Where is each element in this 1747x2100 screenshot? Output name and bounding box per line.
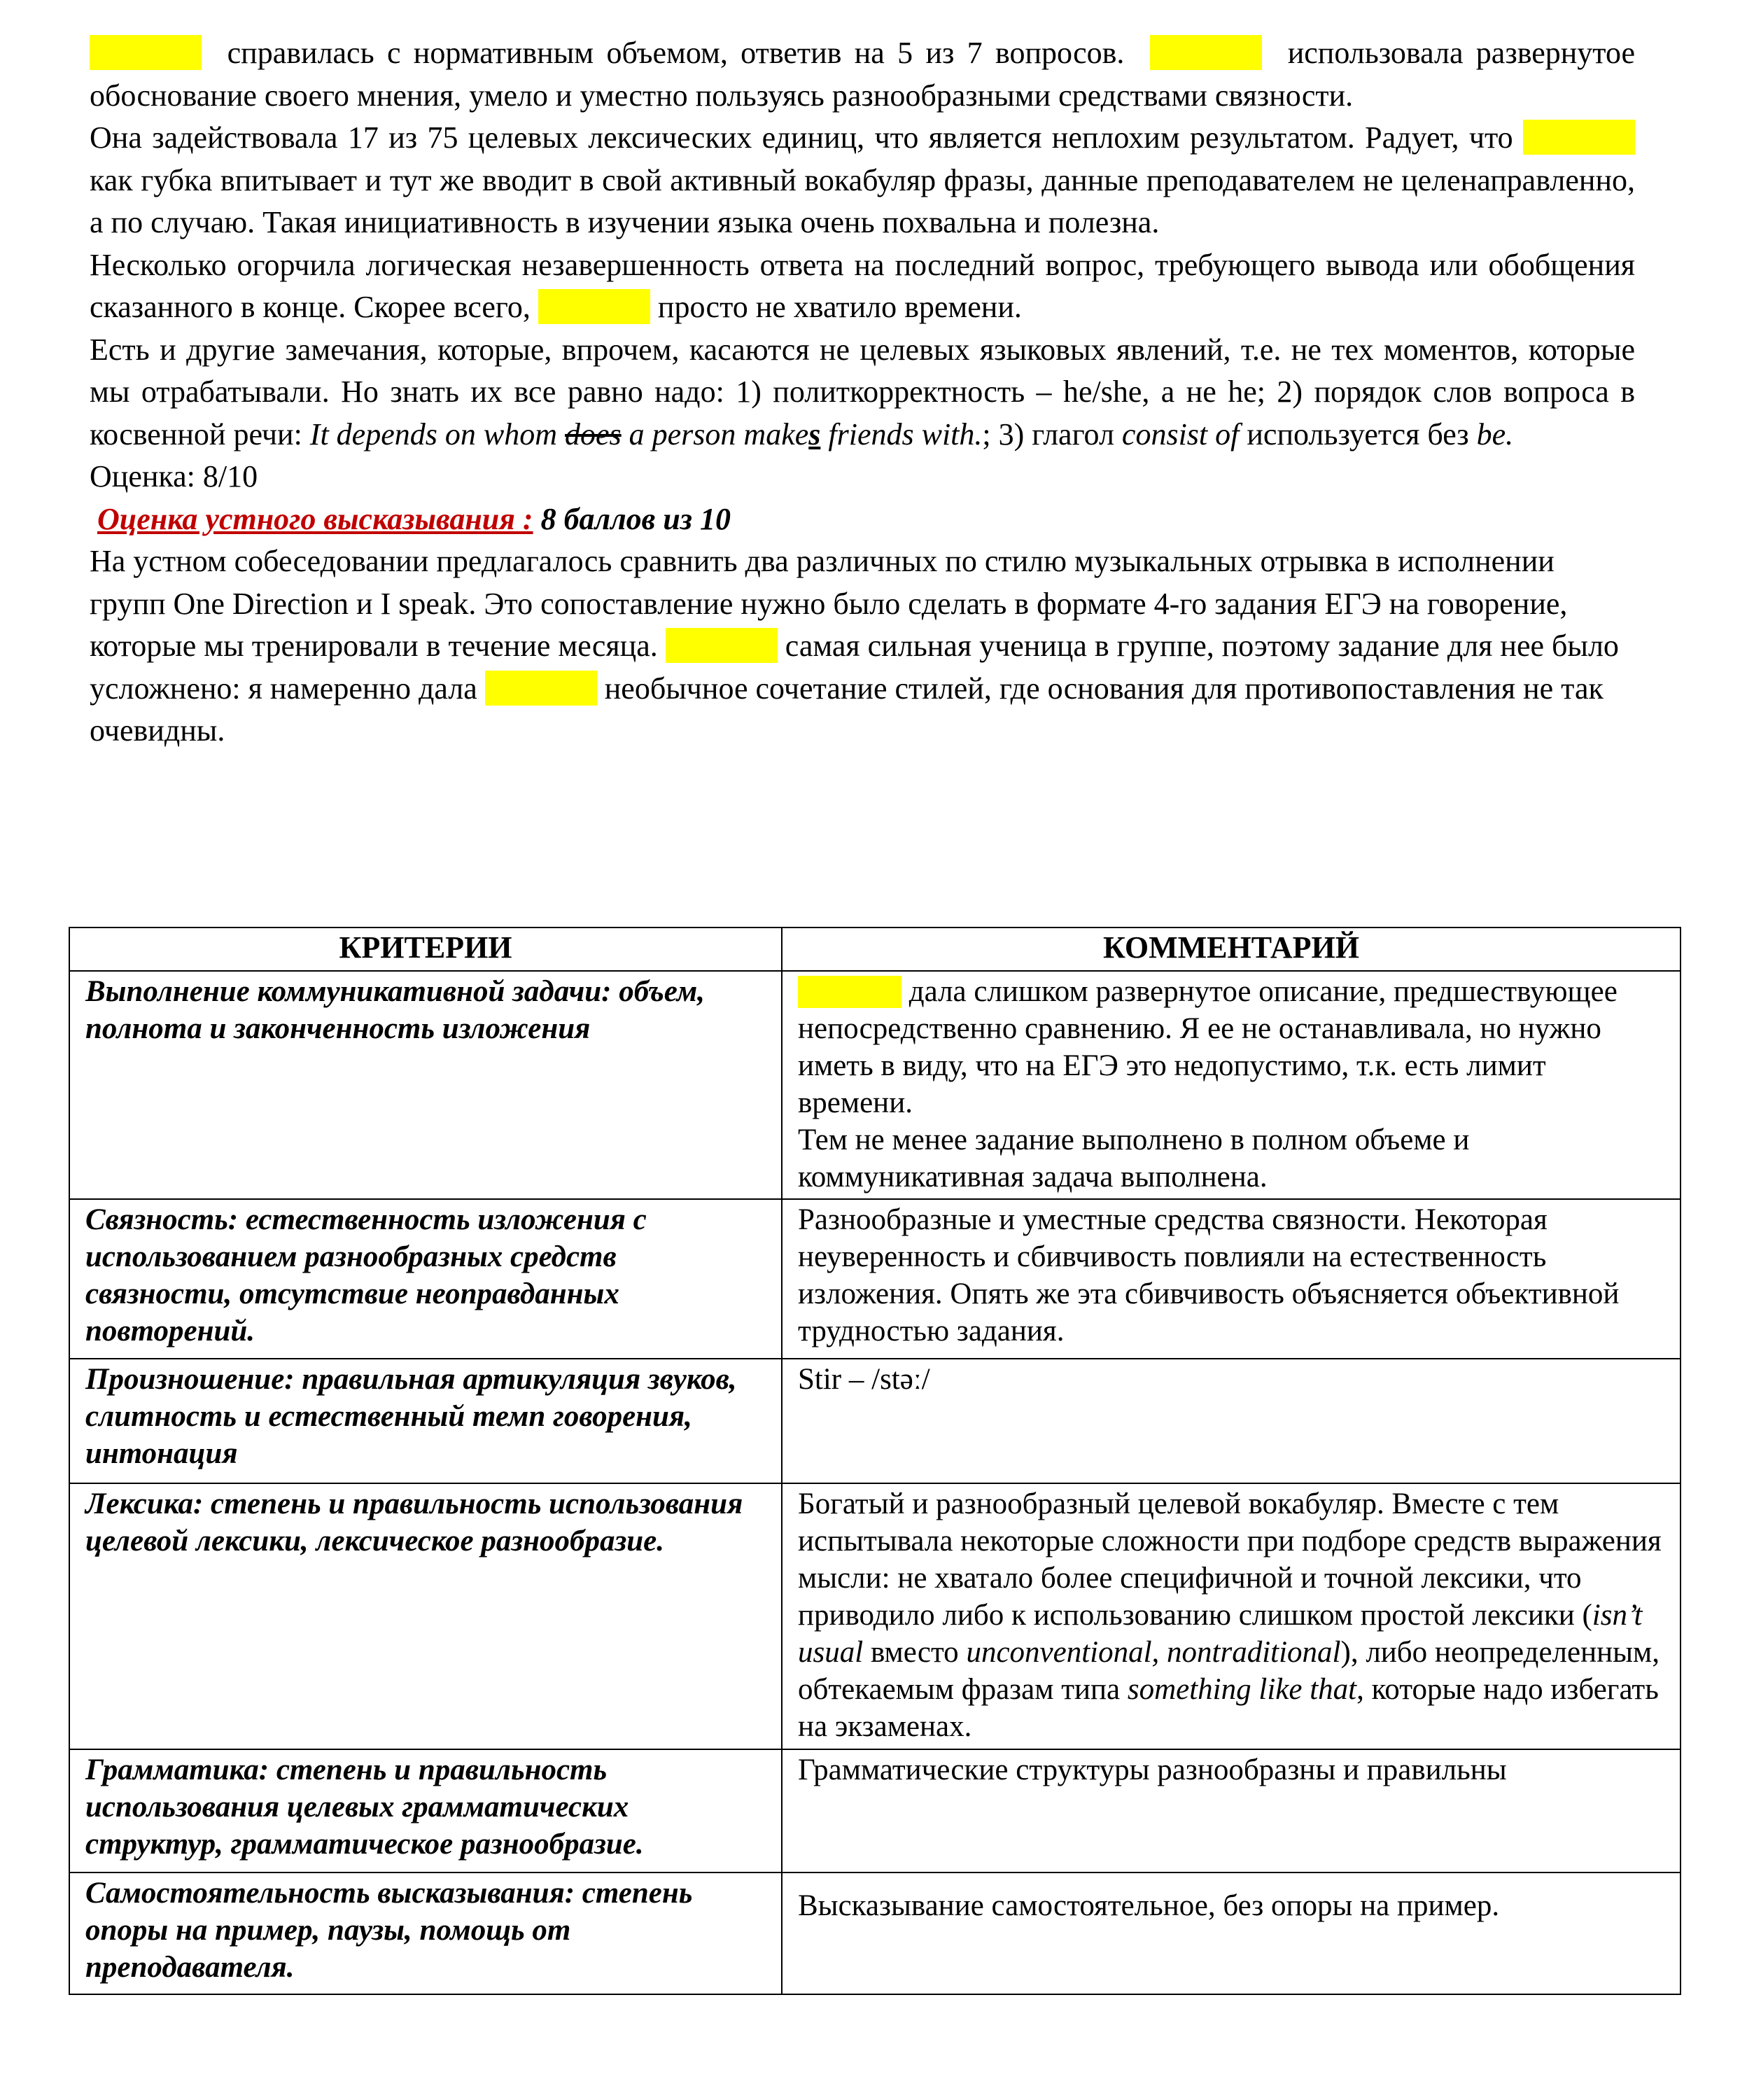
paragraph-volume: справилась с нормативным объемом, ответив на 5 из 7 вопросов. использовала развернутое обоснование своего мнения, умело и уместно пользуясь разнообразными средствами связности. bbox=[90, 36, 1636, 113]
criterion-cell: Грамматика: степень и правильность использования целевых грамматических структур, грамматическое разнообразие. bbox=[69, 1749, 782, 1872]
paragraph-oral: На устном собеседовании предлагалось сравнить два различных по стилю музыкальных отрывка в исполнении групп One Direction и I speak. Это сопоставление нужно было сделать в формате 4-го задания ЕГЭ на говорение, которые мы тренировали в течение месяца. самая сильная ученица в группе, поэтому задание для нее было усложнено: я намеренно дала необычное сочетание стилей, где основания для противопоставления не так очевидны. bbox=[90, 544, 1619, 748]
redacted-name bbox=[485, 671, 597, 706]
grade-line: Оценка: 8/10 bbox=[90, 459, 258, 493]
header-comment: КОММЕНТАРИЙ bbox=[782, 927, 1681, 971]
comment-cell: Высказывание самостоятельное, без опоры на пример. bbox=[782, 1872, 1681, 1994]
table-row bbox=[69, 1483, 1681, 1749]
redacted-name bbox=[90, 35, 202, 70]
criterion-cell: Лексика: степень и правильность использования целевой лексики, лексическое разнообразие. bbox=[69, 1483, 782, 1749]
table-row bbox=[69, 1749, 1681, 1872]
comment-cell: Stir – /stəː/ bbox=[782, 1359, 1681, 1483]
criterion-cell: Самостоятельность высказывания: степень опоры на пример, паузы, помощь от преподавателя. bbox=[69, 1872, 782, 1994]
criterion-cell: Выполнение коммуникативной задачи: объем, полнота и законченность изложения bbox=[69, 971, 782, 1199]
paragraph-lexis: Она задействовала 17 из 75 целевых лексических единиц, что является неплохим результатом. Радует, что как губка впитывает и тут же вводит в свой активный вокабуляр фразы, данные преподавателем не целенаправленно, а по случаю. Такая инициативность в изучении языка очень похвальна и полезна. bbox=[90, 120, 1635, 239]
comment-cell: Богатый и разнообразный целевой вокабуляр. Вместе с тем испытывала некоторые сложности при подборе средств выражения мысли: не хватало более специфичной и точной лексики, что приводило либо к использованию слишком простой лексики (isn’t usual вместо unconventional, nontraditional), либо неопределенным, обтекаемым фразам типа something like that, которые надо избегать на экзаменах. bbox=[782, 1483, 1681, 1749]
redacted-name bbox=[666, 628, 778, 663]
redacted-name bbox=[1150, 35, 1262, 70]
assessment-heading: Оценка устного высказывания : 8 баллов из 10 bbox=[97, 501, 731, 536]
paragraph-remarks: Есть и другие замечания, которые, впрочем, касаются не целевых языковых явлений, т.е. не тех моментов, которые мы отрабатывали. Но знать их все равно надо: 1) политкорректность – he/she, а не he; 2) порядок слов вопроса в косвенной речи: It depends on whom does a person makes friends with.; 3) глагол consist of используется без be. bbox=[90, 332, 1635, 451]
redacted-name bbox=[538, 289, 650, 324]
table-header-row bbox=[69, 927, 1681, 971]
criterion-cell: Произношение: правильная артикуляция звуков, слитность и естественный темп говорения, интонация bbox=[69, 1359, 782, 1483]
comment-cell: дала слишком развернутое описание, предшествующее непосредственно сравнению. Я ее не останавливала, но нужно иметь в виду, что на ЕГЭ это недопустимо, т.к. есть лимит времени. Тем не менее задание выполнено в полном объеме и коммуникативная задача выполнена. bbox=[782, 971, 1681, 1199]
comment-cell: Грамматические структуры разнообразны и правильны bbox=[782, 1749, 1681, 1872]
criterion-cell: Связность: естественность изложения с использованием разнообразных средств связности, отсутствие неоправданных повторений. bbox=[69, 1199, 782, 1359]
criteria-table bbox=[69, 927, 1681, 1995]
table-row bbox=[69, 971, 1681, 1199]
table-row bbox=[69, 1872, 1681, 1994]
report-body bbox=[90, 32, 1635, 752]
redacted-name bbox=[1523, 120, 1635, 155]
table-row bbox=[69, 1359, 1681, 1483]
comment-cell: Разнообразные и уместные средства связности. Некоторая неуверенность и сбивчивость повлияли на естественность изложения. Опять же эта сбивчивость объясняется объективной трудностью задания. bbox=[782, 1199, 1681, 1359]
redacted-name bbox=[798, 976, 901, 1008]
paragraph-logic: Несколько огорчила логическая незавершенность ответа на последний вопрос, требующего вывода или обобщения сказанного в конце. Скорее всего, просто не хватило времени. bbox=[90, 247, 1635, 324]
table-row bbox=[69, 1199, 1681, 1359]
header-criteria: КРИТЕРИИ bbox=[69, 927, 782, 971]
